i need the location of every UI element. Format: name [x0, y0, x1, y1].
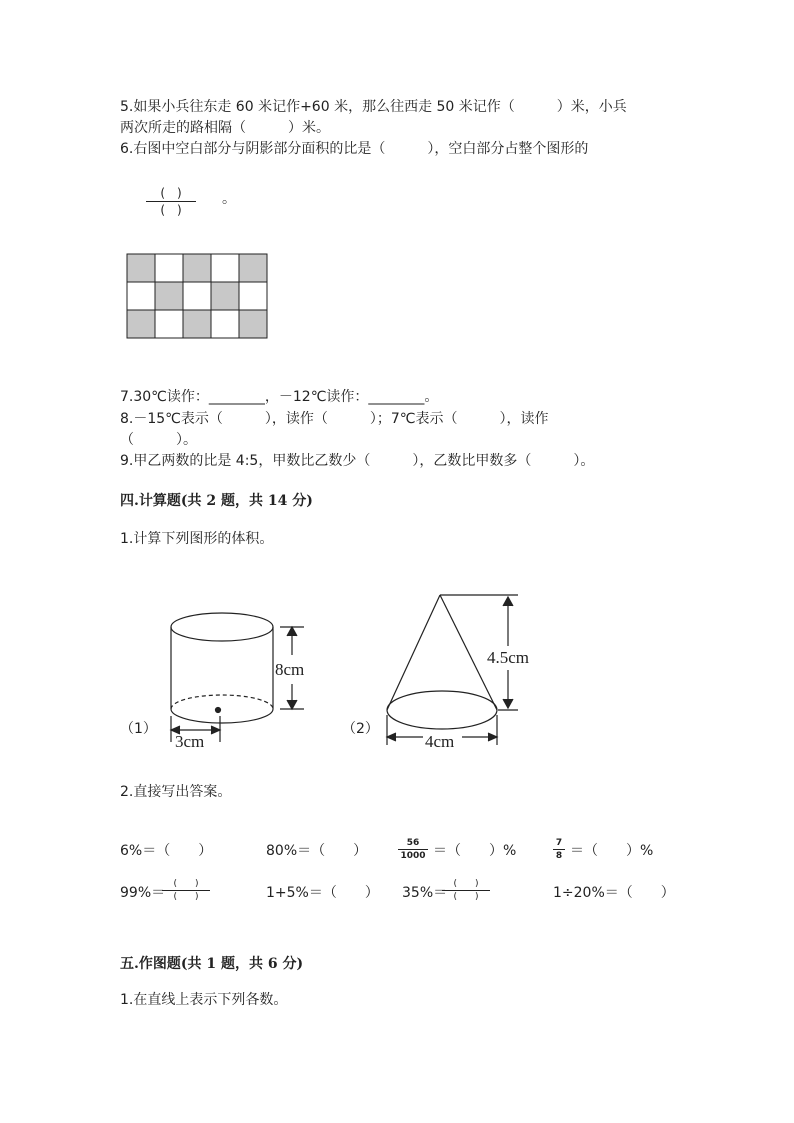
q6-tail: 。	[222, 191, 236, 207]
fig1-height-label: 8cm	[275, 660, 305, 679]
q7-line: 7.30℃读作：________，－12℃读作：________。	[120, 389, 439, 405]
section4-title: 四.计算题(共 2 题，共 14 分)	[120, 493, 313, 509]
frac-7-num: 7	[555, 838, 563, 848]
answer-6-percent: 6%＝（ ）	[120, 843, 213, 859]
frac-99-num: ( )	[173, 879, 199, 889]
frac-99-den: ( )	[173, 892, 199, 902]
q8-line2: （ ）。	[120, 432, 197, 448]
fig2-height-label: 4.5cm	[487, 648, 530, 667]
answer-7-8-tail: ＝（ ）%	[570, 843, 654, 859]
frac-56-den: 1000	[400, 851, 426, 861]
fig2-diameter-label: 4cm	[425, 732, 455, 751]
fraction-7-8	[553, 838, 565, 861]
section4-q2: 2.直接写出答案。	[120, 784, 232, 800]
fig2-label: （2）	[342, 721, 379, 737]
section5-q1: 1.在直线上表示下列各数。	[120, 992, 288, 1008]
q5-line2: 两次所走的路相隔（ ）米。	[120, 120, 330, 136]
cone-figure	[387, 595, 518, 745]
fig1-radius-label: 3cm	[175, 732, 205, 751]
answer-35-percent: 35%＝	[402, 885, 448, 901]
q9-line: 9.甲乙两数的比是 4:5，甲数比乙数少（ ），乙数比甲数多（ ）。	[120, 453, 595, 469]
fraction-99	[162, 879, 210, 902]
q6-frac-num: ( )	[160, 186, 182, 200]
answer-1-div-20-percent: 1÷20%＝（ ）	[553, 885, 675, 901]
section5-title: 五.作图题(共 1 题，共 6 分)	[120, 956, 304, 972]
section4-q1: 1.计算下列图形的体积。	[120, 531, 274, 547]
frac-35-den: ( )	[453, 892, 479, 902]
answer-80-percent: 80%＝（ ）	[266, 843, 368, 859]
answer-99-percent: 99%＝	[120, 885, 166, 901]
q8-line1: 8.－15℃表示（ ），读作（ ）；7℃表示（ ），读作	[120, 411, 549, 427]
fraction-35	[442, 879, 490, 902]
q6-line1: 6.右图中空白部分与阴影部分面积的比是（ ），空白部分占整个图形的	[120, 141, 589, 157]
frac-7-den: 8	[555, 851, 563, 861]
fig1-label: （1）	[120, 721, 157, 737]
fraction-56-1000	[398, 838, 428, 861]
answer-1-plus-5-percent: 1+5%＝（ ）	[266, 885, 379, 901]
q6-frac-den: ( )	[160, 203, 182, 217]
frac-35-num: ( )	[453, 879, 479, 889]
answer-56-1000-tail: ＝（ ）%	[433, 843, 517, 859]
q5-line1: 5.如果小兵往东走 60 米记作+60 米，那么往西走 50 米记作（ ）米，小兵	[120, 99, 627, 115]
frac-56-num: 56	[406, 838, 420, 848]
